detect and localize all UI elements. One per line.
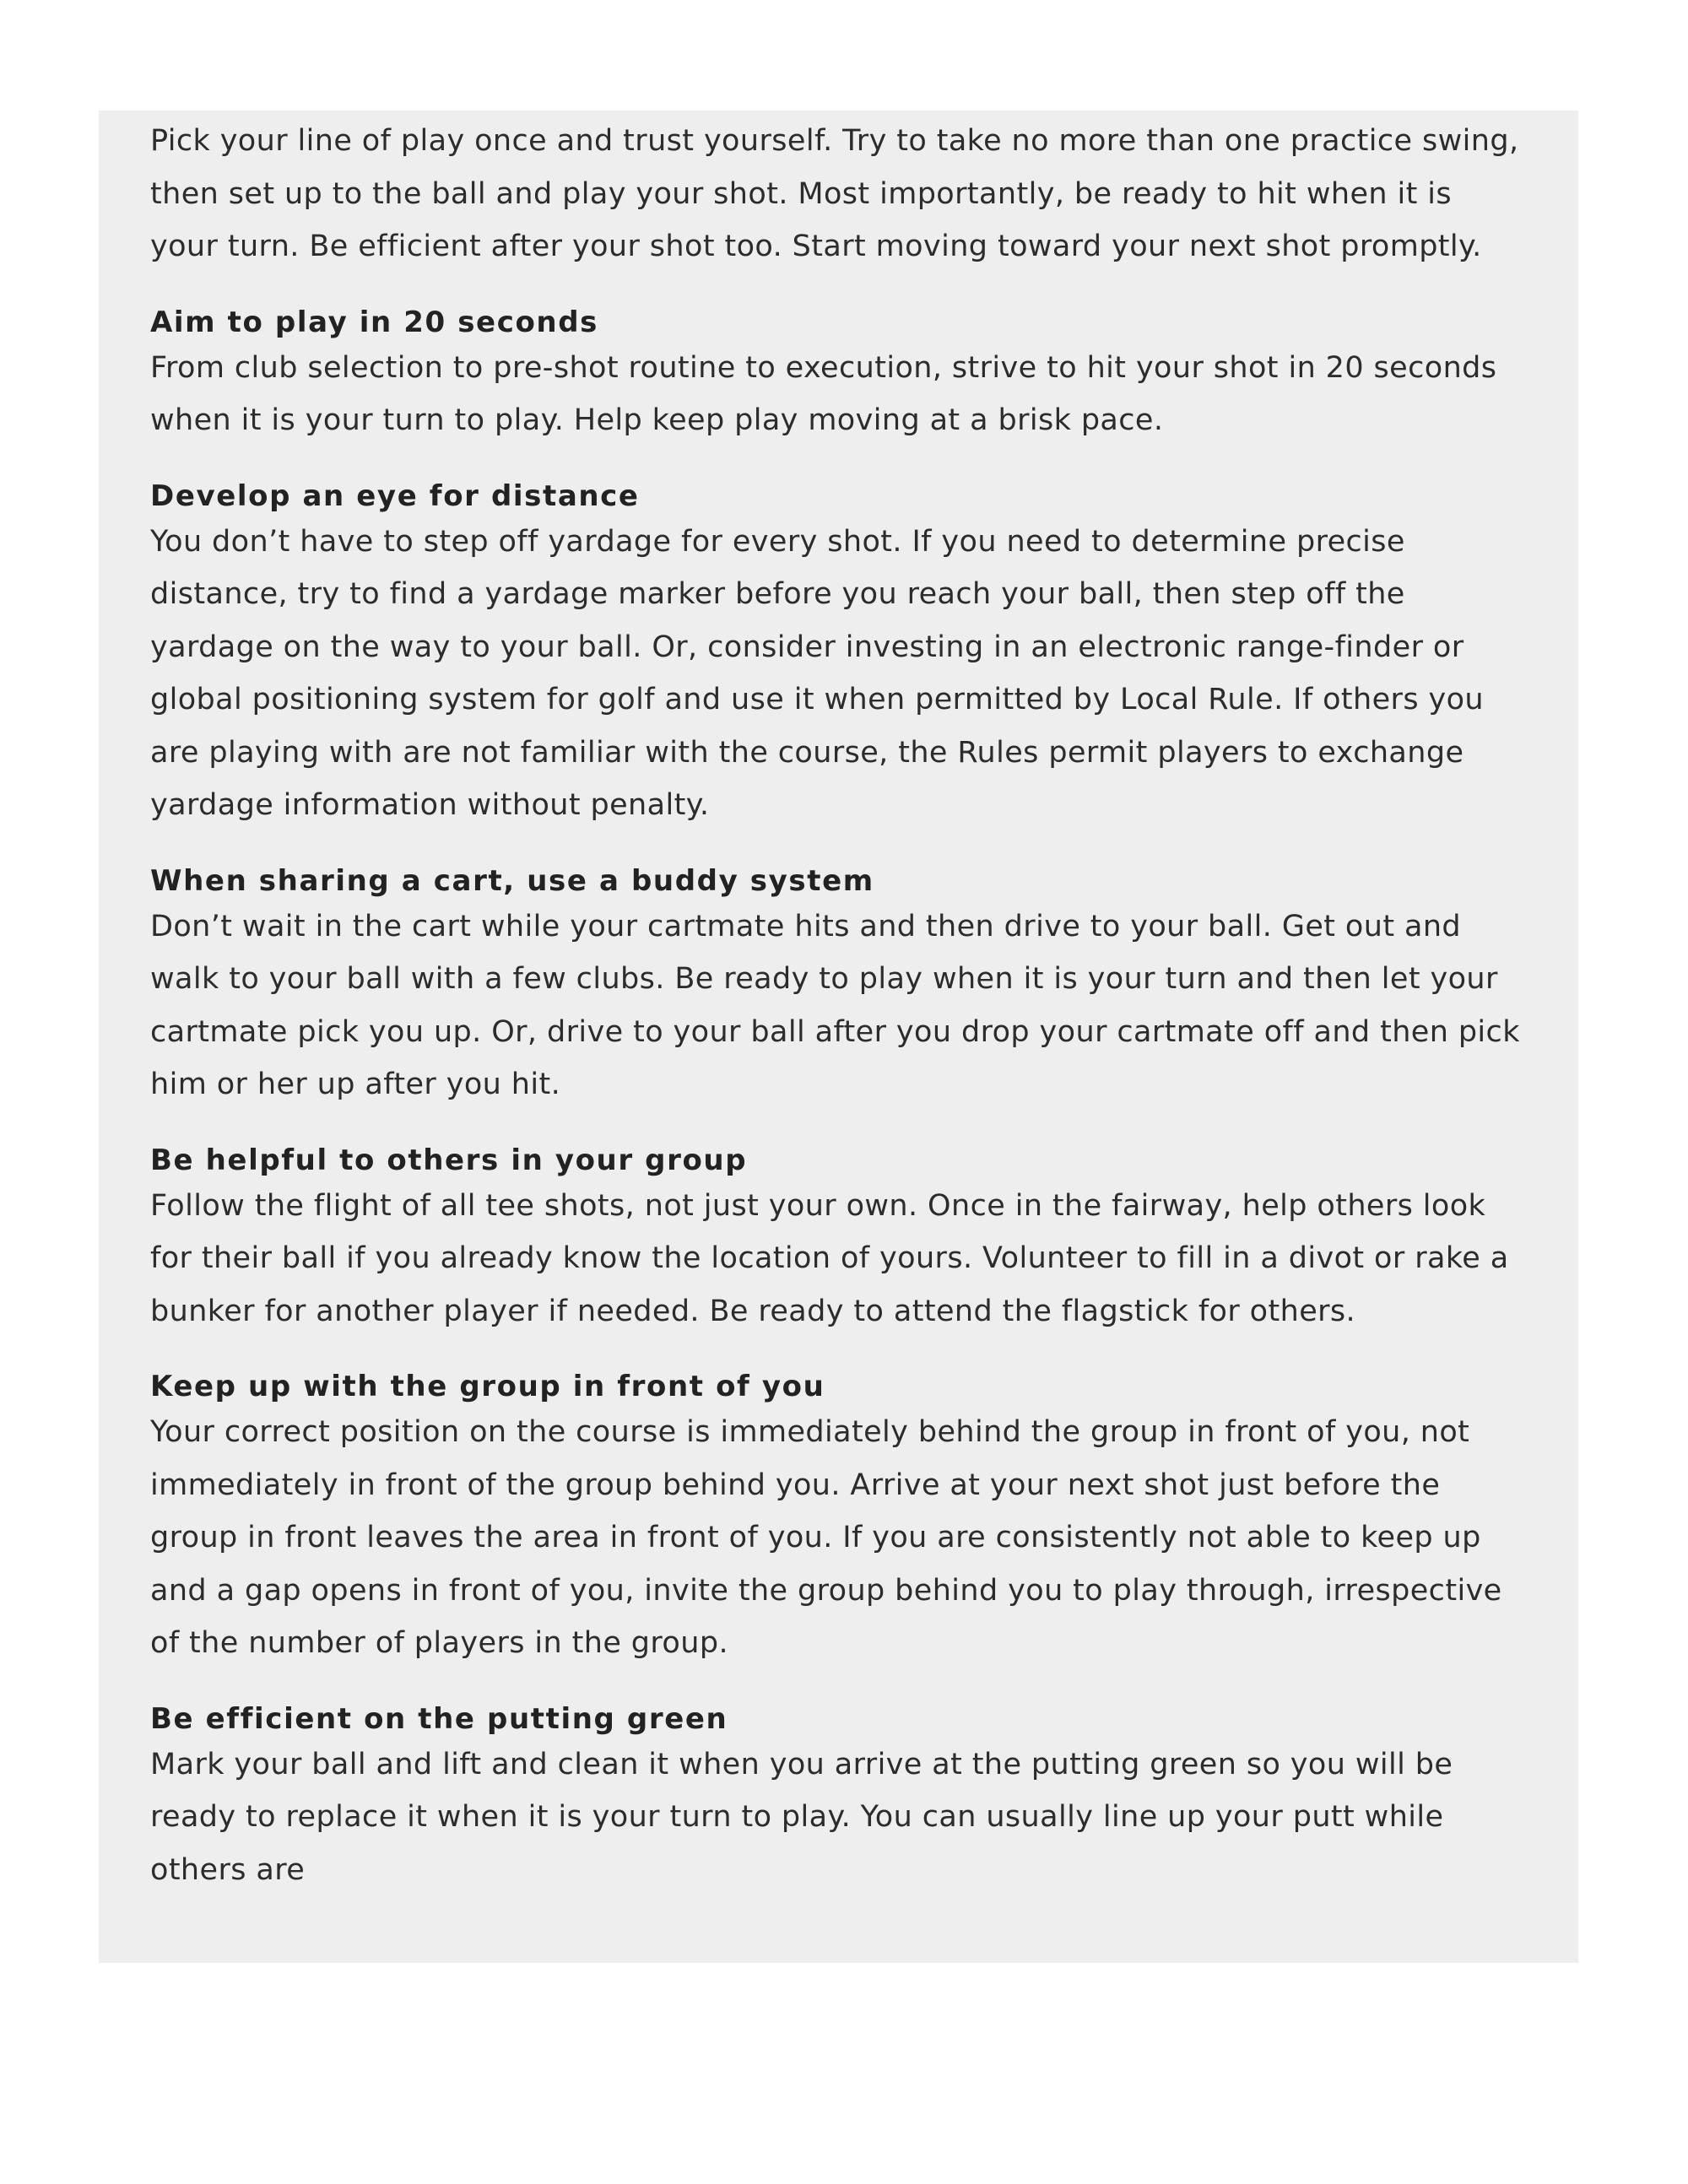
section-eye-for-distance xyxy=(150,478,1528,832)
section-putting-green xyxy=(150,1700,1528,1897)
section-heading: Be helpful to others in your group xyxy=(150,1143,748,1177)
section-heading: When sharing a cart, use a buddy system xyxy=(150,863,874,898)
section-heading: Aim to play in 20 seconds xyxy=(150,305,599,339)
section-keep-up xyxy=(150,1368,1528,1670)
section-aim-20-seconds xyxy=(150,304,1528,447)
section-heading: Develop an eye for distance xyxy=(150,478,640,513)
section-heading: Keep up with the group in front of you xyxy=(150,1370,825,1403)
content-panel xyxy=(99,111,1578,1963)
section-helpful-to-others xyxy=(150,1142,1528,1338)
section-body: Don’t wait in the cart while your cartmate hits and then drive to your ball. Get out and walk to your ball with a few clubs. Be ready to play when it is your turn and then let your cartmate pick you up. Or, drive to your ball after you drop your cartmate off and then pick him or her up after you hit. xyxy=(150,909,1520,1101)
section-body: Your correct position on the course is immediately behind the group in front of you, not immediately in front of the group behind you. Arrive at your next shot just before the group in front leaves the area in front of you. If you are consistently not able to keep up and a gap opens in front of you, invite the group behind you to play through, irrespective of the number of players in the group. xyxy=(150,1415,1502,1660)
section-buddy-system xyxy=(150,862,1528,1111)
section-body: You don’t have to step off yardage for every shot. If you need to determine precise distance, try to find a yardage marker before you reach your ball, then step off the yardage on the way to your ball. Or, consider investing in an electronic range-finder or global positioning system for golf and use it when permitted by Local Rule. If others you are playing with are not familiar with the course, the Rules permit players to exchange yardage information without penalty. xyxy=(150,524,1485,822)
section-body: Follow the flight of all tee shots, not just your own. Once in the fairway, help others look for their ball if you already know the location of yours. Volunteer to fill in a divot or rake a bunker for another player if needed. Be ready to attend the flagstick for others. xyxy=(150,1188,1509,1328)
section-body: Mark your ball and lift and clean it when you arrive at the putting green so you will be ready to replace it when it is your turn to play. You can usually line up your putt while others are xyxy=(150,1747,1453,1887)
intro-paragraph: Pick your line of play once and trust yourself. Try to take no more than one practice swing, then set up to the ball and play your shot. Most importantly, be ready to hit when it is your turn. Be efficient after your shot too. Start moving toward your next shot promptly. xyxy=(150,124,1519,263)
section-heading: Be efficient on the putting green xyxy=(150,1701,728,1736)
section-body: From club selection to pre-shot routine to execution, strive to hit your shot in 20 seconds when it is your turn to play. Help keep play moving at a brisk pace. xyxy=(150,350,1497,437)
